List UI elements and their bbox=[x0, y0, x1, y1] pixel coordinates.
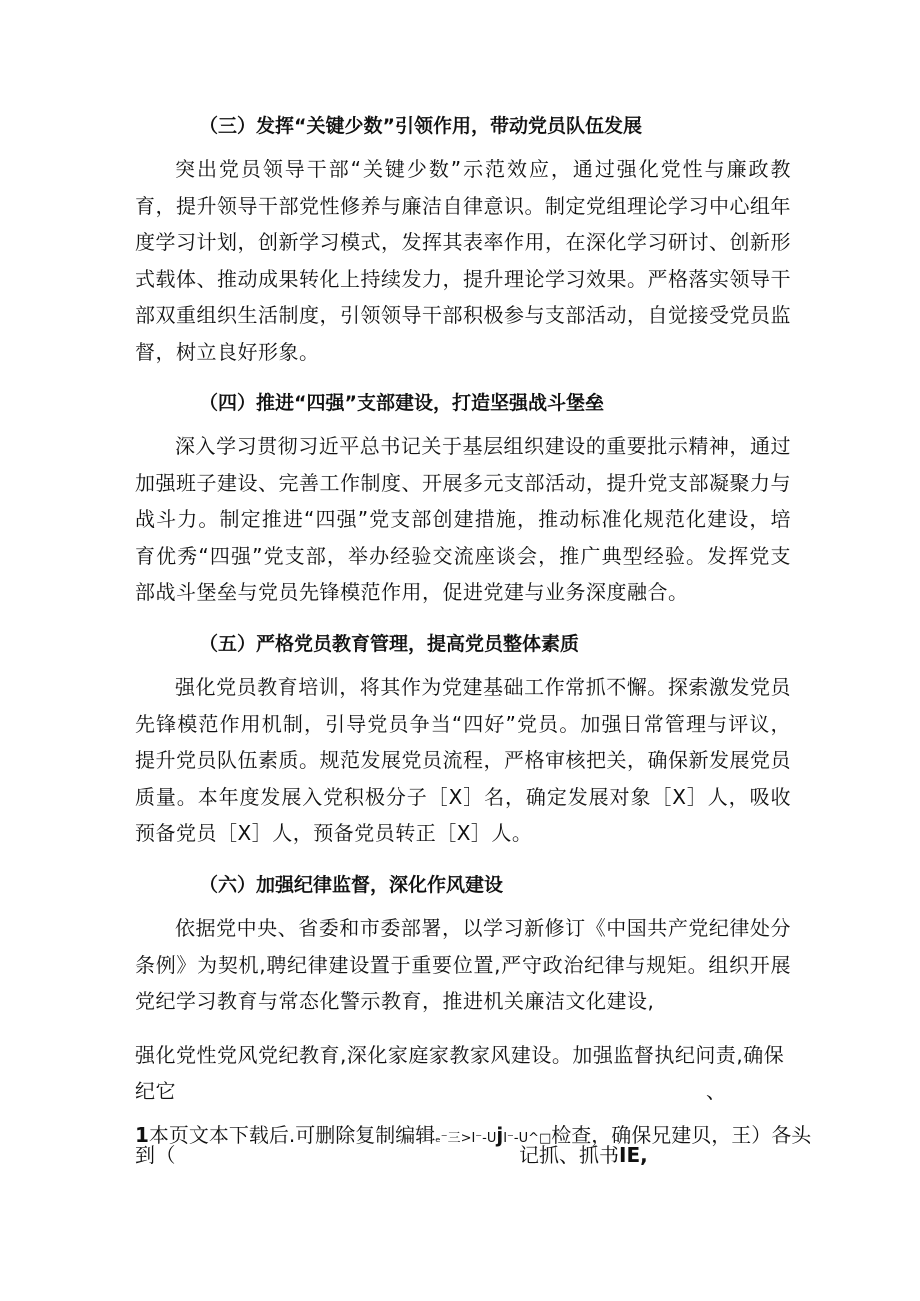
tail-line-1: 强化党性党风党纪教育,深化家庭家教家风建设。加强监督执纪问责,确保 bbox=[135, 1043, 785, 1067]
tail-line-3-prefix: 1 bbox=[135, 1123, 149, 1147]
tail-line-3-main: 本页文本下载后.可删除复制编辑 bbox=[148, 1123, 436, 1147]
section-6-heading: （六）加强纪律监督，深化作风建设 bbox=[199, 874, 504, 896]
tail-line-3-garble-2: I⁻-U^□ bbox=[503, 1131, 552, 1146]
tail-line-3-suffix: 检查，确保兄建贝，王）各头 bbox=[551, 1123, 812, 1147]
section-3-heading: （三）发挥“关键少数”引领作用，带动党员队伍发展 bbox=[199, 115, 642, 137]
tail-line-3-j: j bbox=[496, 1123, 504, 1147]
tail-line-3 bbox=[135, 1121, 811, 1153]
section-4-body: 深入学习贯彻习近平总书记关于基层组织建设的重要批示精神，通过加强班子建设、完善工作制度、开展多元支部活动，提升党支部凝聚力与战斗力。制定推进“四强”党支部创建措施，推动标准化规范化建设，培育优秀“四强”党支部，举办经验交流座谈会，推广典型经验。发挥党支部战斗堡垒与党员先锋模范作用，促进党建与业务深度融合。 bbox=[135, 434, 791, 604]
tail-line-4-left: 到（ bbox=[135, 1143, 176, 1167]
section-3-body: 突出党员领导干部“关键少数”示范效应，通过强化党性与廉政教育，提升领导干部党性修养与廉洁自律意识。制定党组理论学习中心组年度学习计划，创新学习模式，发挥其表率作用，在深化学习研讨、创新形式载体、推动成果转化上持续发力，提升理论学习效果。严格落实领导干部双重组织生活制度，引领领导干部积极参与支部活动，自觉接受党员监督，树立良好形象。 bbox=[135, 157, 791, 364]
tail-line-4-text: 记抓、抓书 bbox=[519, 1143, 619, 1167]
tail-line-2-left: 纪它 bbox=[135, 1079, 176, 1103]
tail-line-4-end: IE, bbox=[619, 1143, 648, 1167]
tail-line-4-right bbox=[519, 1141, 648, 1169]
tail-line-3-garble: ₑ⁻三>I⁻-U bbox=[435, 1131, 497, 1146]
section-6-body: 依据党中央、省委和市委部署，以学习新修订《中国共产党纪律处分条例》为契机,聘纪律建设置于重要位置,严守政治纪律与规矩。组织开展党纪学习教育与常态化警示教育，推进机关廉洁文化建设, bbox=[135, 916, 791, 1013]
tail-line-2-right: 、 bbox=[706, 1079, 726, 1103]
section-5-heading: （五）严格党员教育管理，提高党员整体素质 bbox=[199, 633, 580, 655]
section-4-heading: （四）推进“四强”支部建设，打造坚强战斗堡垒 bbox=[199, 392, 604, 414]
section-5-body: 强化党员教育培训，将其作为党建基础工作常抓不懈。探索激发党员先锋模范作用机制，引导党员争当“四好”党员。加强日常管理与评议，提升党员队伍素质。规范发展党员流程，严格审核把关，确保新发展党员质量。本年度发展入党积极分子［X］名，确定发展对象［X］人，吸收预备党员［X］人，预备党员转正［X］人。 bbox=[135, 675, 791, 845]
